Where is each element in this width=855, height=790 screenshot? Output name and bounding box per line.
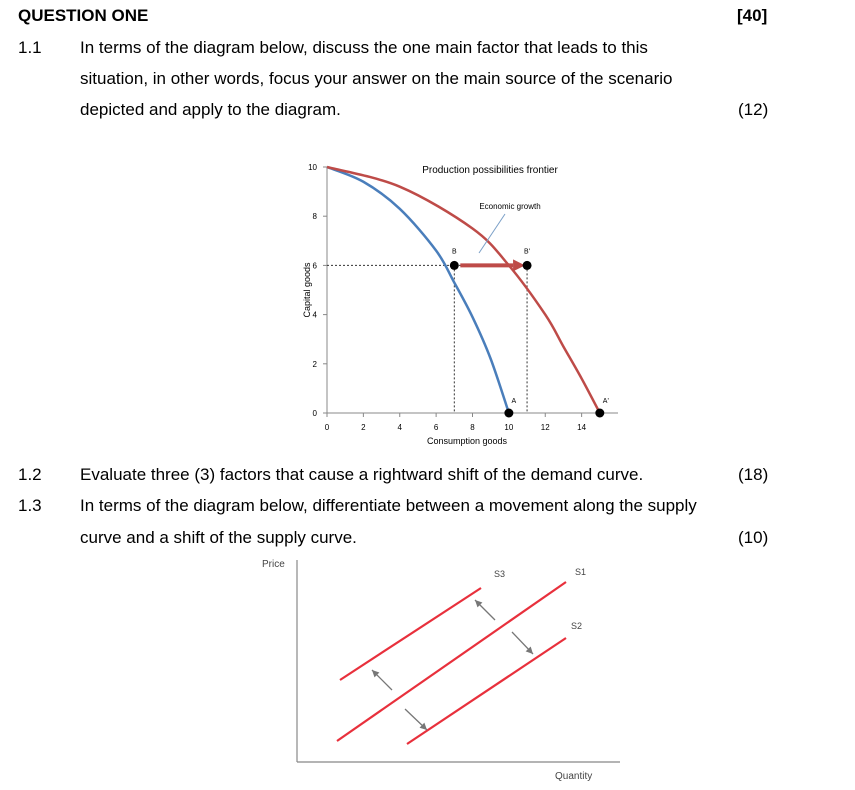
question-1-3-line-2: curve and a shift of the supply curve. [80,528,357,547]
question-1-1-marks: (12) [738,100,769,119]
ppf-y-tick-label: 6 [312,261,317,271]
question-1-3-marks: (10) [738,528,769,547]
question-number-1-2: 1.2 [18,465,42,484]
ppf-point-a [504,409,513,418]
ppf-x-tick-label: 8 [470,423,475,432]
question-1-1-line-1: In terms of the diagram below, discuss the one main factor that leads to this [80,38,648,57]
ppf-y-tick-label: 10 [308,163,317,172]
ppf-point-label: B [451,248,457,256]
ppf-point-b [450,261,459,270]
ppf-x-tick-label: 14 [577,423,587,432]
ppf-y-tick-label: 0 [312,409,317,418]
ppf-point-label: A' [602,398,609,405]
supply-curve-s2 [407,638,566,744]
supply-curve-label-s1: S1 [575,567,587,577]
ppf-x-tick-label: 2 [361,423,366,432]
supply-y-label: Price [262,559,285,570]
ppf-annotation: Economic growth [479,202,541,211]
supply-x-label: Quantity [555,771,593,782]
question-1-2-line-1: Evaluate three (3) factors that cause a rightward shift of the demand curve. [80,465,644,484]
question-1-1-line-2: situation, in other words, focus your answer on the main source of the scenario [80,69,673,88]
question-1-2-marks: (18) [738,465,769,484]
ppf-title: Production possibilities frontier [422,165,558,176]
ppf-x-tick-label: 12 [540,423,550,432]
supply-chart [250,552,630,787]
question-number-1-1: 1.1 [18,38,42,57]
question-1-1-line-3: depicted and apply to the diagram. [80,100,341,119]
ppf-x-tick-label: 10 [504,423,514,432]
ppf-x-tick-label: 4 [397,423,402,432]
ppf-point-b-prime [523,261,532,270]
ppf-x-tick-label: 0 [324,423,330,432]
question-number-1-3: 1.3 [18,496,42,515]
supply-curve-label-s3: S3 [494,569,506,579]
ppf-y-tick-label: 2 [312,359,317,369]
ppf-point-a-prime [595,409,604,418]
ppf-y-tick-label: 8 [312,212,317,222]
ppf-x-label: Consumption goods [426,436,508,446]
ppf-y-label: Capital goods [302,262,312,318]
question-1-3-line-1: In terms of the diagram below, differentiate between a movement along the supply [80,496,697,515]
ppf-x-tick-label: 6 [433,423,439,432]
ppf-point-label: A [511,398,517,405]
supply-curve-label-s2: S2 [571,621,583,631]
ppf-new-curve [327,167,600,413]
ppf-y-tick-label: 4 [312,310,317,320]
question-heading: QUESTION ONE [18,6,149,25]
total-marks: [40] [737,6,768,25]
ppf-point-label: B' [524,248,531,256]
supply-curve-s3 [340,588,481,680]
ppf-chart [290,155,630,455]
